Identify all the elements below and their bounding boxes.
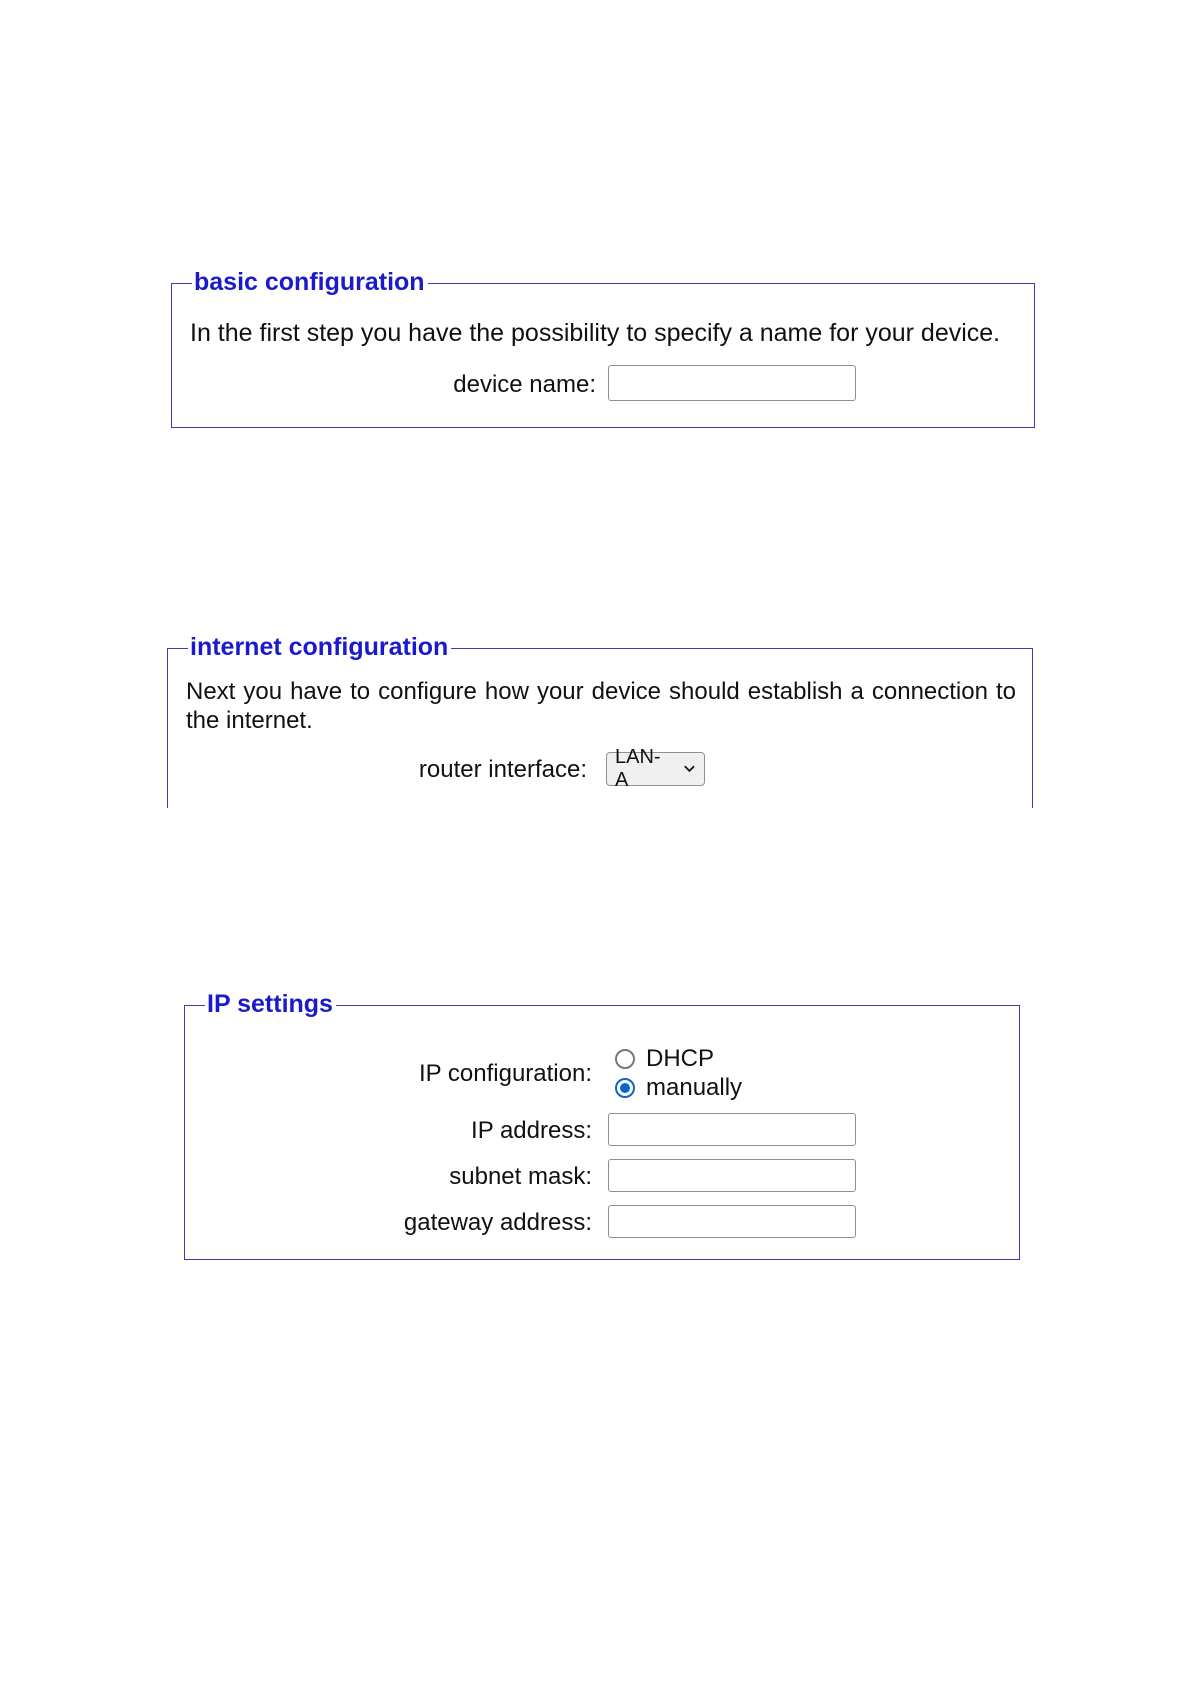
radio-dhcp[interactable] (615, 1049, 635, 1069)
device-name-label: device name: (453, 371, 596, 398)
gateway-address-label: gateway address: (403, 1209, 592, 1236)
ip-configuration-label: IP configuration: (418, 1060, 592, 1087)
ip-settings-legend: IP settings (205, 987, 336, 1021)
radio-option-manually[interactable] (615, 1073, 742, 1103)
subnet-mask-label: subnet mask: (449, 1163, 592, 1190)
internet-configuration-legend: internet configuration (188, 630, 451, 664)
router-interface-select[interactable] (606, 746, 705, 791)
gateway-address-input[interactable] (608, 1205, 856, 1238)
device-name-input[interactable] (608, 365, 856, 401)
internet-configuration-intro: Next you have to configure how your device should establish a connection to the internet. (186, 678, 1016, 734)
subnet-mask-input[interactable] (608, 1159, 856, 1192)
basic-configuration-intro: In the first step you have the possibility to specify a name for your device. (190, 319, 1001, 347)
router-interface-label: router interface: (418, 756, 587, 783)
ip-address-input[interactable] (608, 1113, 856, 1146)
basic-configuration-fieldset (171, 268, 1035, 428)
radio-manually-label: manually (646, 1074, 743, 1101)
radio-dhcp-label: DHCP (646, 1045, 715, 1072)
radio-option-dhcp[interactable] (615, 1044, 714, 1074)
chevron-down-icon (683, 764, 696, 774)
basic-configuration-legend: basic configuration (192, 265, 428, 299)
internet-configuration-fieldset (167, 633, 1033, 808)
ip-settings-fieldset (184, 990, 1020, 1260)
ip-address-label: IP address: (471, 1117, 592, 1144)
router-interface-selected-value: LAN-A (615, 746, 661, 791)
radio-manually[interactable] (615, 1078, 635, 1098)
